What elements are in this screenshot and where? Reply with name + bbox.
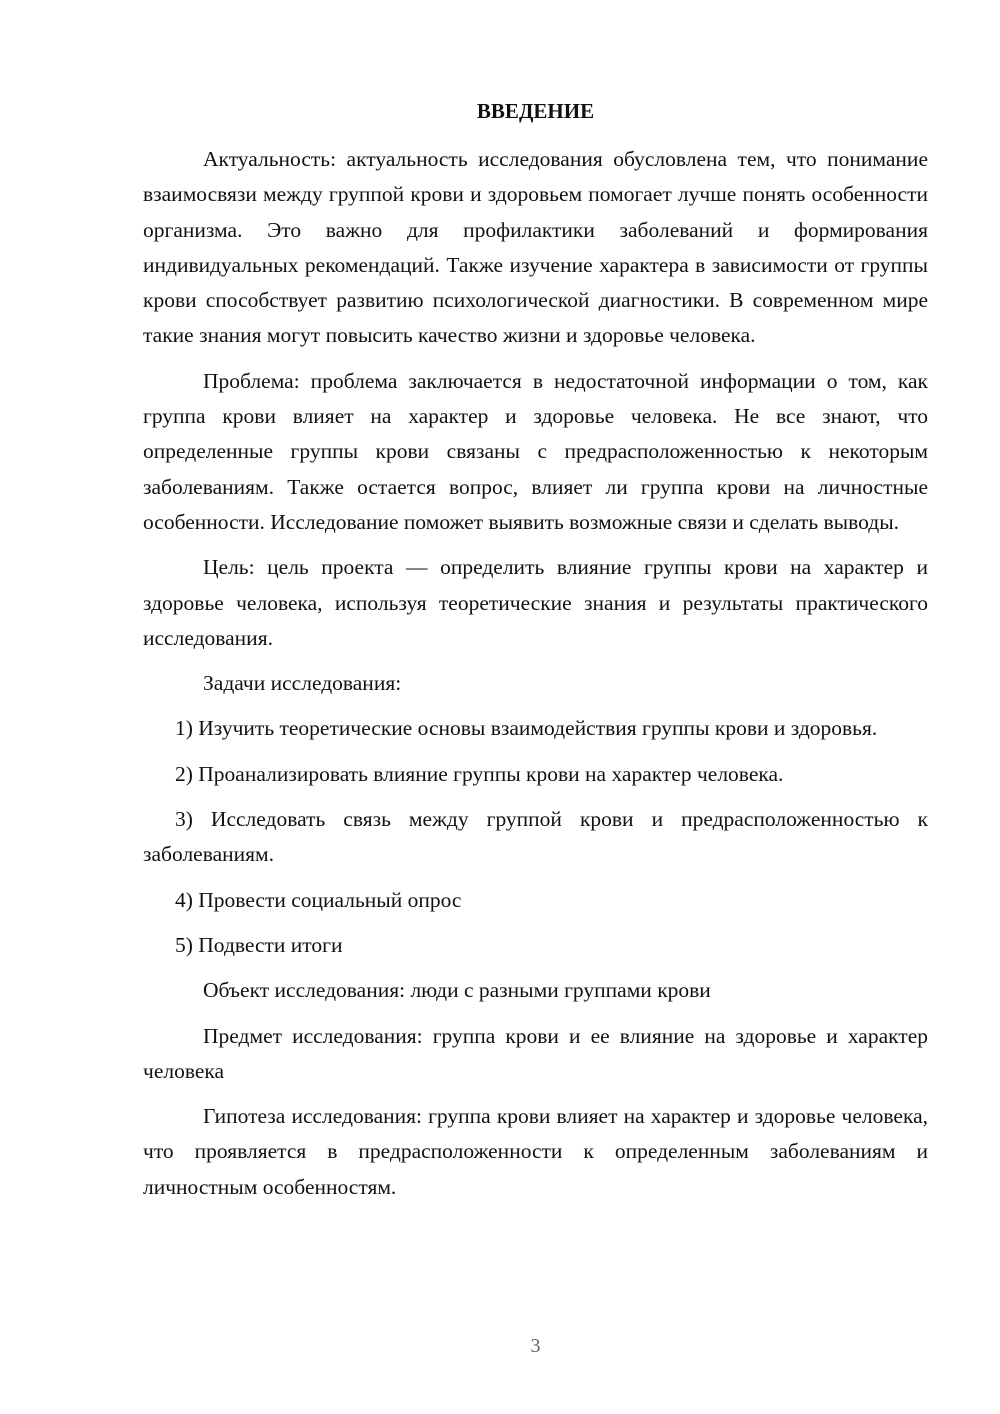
page-number: 3 bbox=[530, 1335, 541, 1357]
task-item: 2) Проанализировать влияние группы крови на характер человека. bbox=[175, 761, 784, 786]
task-item: 1) Изучить теоретические основы взаимодействия группы крови и здоровья. bbox=[175, 716, 878, 741]
paragraph-goal: Цель: цель проекта — определить влияние группы крови на характер и здоровье человека, используя теоретические знания и результаты практического исследования. bbox=[143, 555, 928, 650]
paragraph-object: Объект исследования: люди с разными группами крови bbox=[203, 978, 711, 1003]
task-item: 3) Исследовать связь между группой крови и предрасположенностью к заболеваниям. bbox=[143, 807, 928, 867]
page-title: ВВЕДЕНИЕ bbox=[476, 99, 595, 123]
tasks-heading: Задачи исследования: bbox=[203, 671, 402, 696]
paragraph-problem: Проблема: проблема заключается в недостаточной информации о том, как группа крови влияет на характер и здоровье человека. Не все знают, что определенные группы крови связаны с предрасположенностью к некоторым заболеваниям. Также остается вопрос, влияет ли группа крови на личностные особенности. Исследование поможет выявить возможные связи и сделать выводы. bbox=[143, 368, 928, 534]
task-item: 5) Подвести итоги bbox=[175, 932, 343, 957]
body-text bbox=[143, 142, 928, 1215]
task-item: 4) Провести социальный опрос bbox=[175, 887, 462, 912]
paragraph-subject: Предмет исследования: группа крови и ее влияние на здоровье и характер человека bbox=[143, 1023, 928, 1083]
paragraph-hypothesis: Гипотеза исследования: группа крови влияет на характер и здоровье человека, что проявляется в предрасположенности к определенным заболеваниям и личностным особенностям. bbox=[143, 1104, 928, 1199]
paragraph-relevance: Актуальность: актуальность исследования обусловлена тем, что понимание взаимосвязи между группой крови и здоровьем помогает лучше понять особенности организма. Это важно для профилактики заболеваний и формирования индивидуальных рекомендаций. Также изучение характера в зависимости от группы крови способствует развитию психологической диагностики. В современном мире такие знания могут повысить качество жизни и здоровье человека. bbox=[143, 147, 928, 348]
document-page bbox=[143, 0, 928, 1414]
